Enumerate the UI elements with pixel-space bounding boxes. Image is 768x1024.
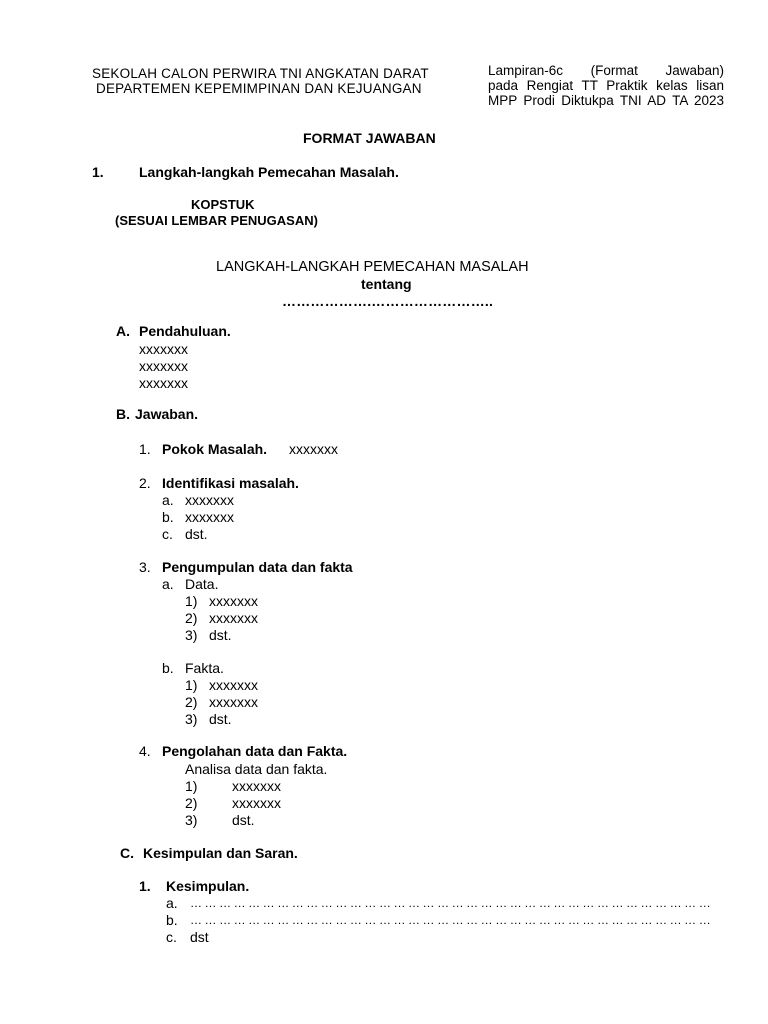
section-a-label: A. bbox=[116, 323, 130, 339]
sub-item-number: c. bbox=[166, 929, 177, 945]
point-title: Identifikasi masalah. bbox=[162, 475, 299, 491]
section-c-label: C. bbox=[120, 845, 134, 861]
section-a-title: Pendahuluan. bbox=[139, 323, 231, 339]
tentang-label: tentang bbox=[361, 276, 412, 292]
appendix-note bbox=[488, 63, 724, 108]
point-number: 2. bbox=[139, 475, 151, 491]
section-b-label: B. bbox=[116, 406, 130, 422]
sub-item-number: a. bbox=[162, 492, 174, 508]
dotted-line: … … … … … … … … … … … … … … … … … … … … … … … … … … … … … … … … … … … … bbox=[190, 913, 711, 927]
sub-item-text: dst bbox=[190, 929, 209, 945]
sub-item-number: b. bbox=[162, 509, 174, 525]
point-title: Pengumpulan data dan fakta bbox=[162, 559, 353, 575]
sub-sub-item-number: 2) bbox=[185, 610, 198, 626]
sub-sub-item-number: 3) bbox=[185, 627, 198, 643]
section-number: 1. bbox=[92, 164, 104, 180]
point-number: 1. bbox=[139, 441, 151, 457]
sub-item-number: c. bbox=[162, 526, 173, 542]
sub-sub-item-number: 1) bbox=[185, 778, 198, 794]
section-c-title: Kesimpulan dan Saran. bbox=[143, 845, 298, 861]
section-b-title: Jawaban. bbox=[135, 406, 199, 422]
point-title: Pengolahan data dan Fakta. bbox=[162, 743, 348, 759]
sub-sub-item-number: 1) bbox=[185, 677, 198, 693]
sub-sub-item-number: 3) bbox=[185, 711, 198, 727]
section-title: Langkah-langkah Pemecahan Masalah. bbox=[139, 164, 399, 180]
kopstuk-label: KOPSTUK bbox=[191, 197, 255, 212]
school-header bbox=[92, 66, 429, 96]
sub-sub-item-text: dst. bbox=[209, 711, 232, 727]
sub-sub-item-text: xxxxxxx bbox=[209, 694, 258, 710]
department-name: DEPARTEMEN KEPEMIMPINAN DAN KEJUANGAN bbox=[96, 81, 422, 96]
sub-sub-item-number: 2) bbox=[185, 795, 198, 811]
document-title: FORMAT JAWABAN bbox=[303, 130, 436, 146]
sub-item-number: a. bbox=[162, 576, 174, 592]
point-title: Kesimpulan. bbox=[166, 878, 250, 894]
sub-item-number: b. bbox=[166, 912, 178, 928]
point-subtitle: Analisa data dan fakta. bbox=[185, 761, 328, 777]
appendix-line-2: pada Rengiat TT Praktik kelas lisan bbox=[488, 78, 724, 93]
sub-sub-item-text: xxxxxxx bbox=[209, 677, 258, 693]
sub-sub-item-text: xxxxxxx bbox=[232, 795, 281, 811]
appendix-line-3: MPP Prodi Diktukpa TNI AD TA 2023 bbox=[488, 93, 724, 108]
school-name: SEKOLAH CALON PERWIRA TNI ANGKATAN DARAT bbox=[92, 66, 429, 81]
sub-item-number: a. bbox=[166, 895, 178, 911]
main-heading: LANGKAH-LANGKAH PEMECAHAN MASALAH bbox=[216, 259, 529, 275]
list-item: xxxxxxx bbox=[139, 341, 188, 357]
point-number: 1. bbox=[139, 878, 151, 894]
sub-sub-item-text: xxxxxxx bbox=[209, 610, 258, 626]
sub-sub-item-number: 3) bbox=[185, 812, 198, 828]
sub-sub-item-text: xxxxxxx bbox=[209, 593, 258, 609]
list-item: xxxxxxx bbox=[139, 358, 188, 374]
dotted-line: … … … … … … … … … … … … … … … … … … … … … … … … … … … … … … … … … … … … bbox=[190, 896, 711, 910]
point-number: 4. bbox=[139, 743, 151, 759]
sub-item-title: Fakta. bbox=[185, 660, 224, 676]
point-number: 3. bbox=[139, 559, 151, 575]
tentang-dots: ……………….…………………….. bbox=[282, 293, 494, 309]
list-item: xxxxxxx bbox=[139, 375, 188, 391]
sub-sub-item-number: 1) bbox=[185, 593, 198, 609]
sub-item-text: xxxxxxx bbox=[185, 509, 234, 525]
sub-item-number: b. bbox=[162, 660, 174, 676]
sub-sub-item-number: 2) bbox=[185, 694, 198, 710]
point-value: xxxxxxx bbox=[289, 441, 338, 457]
sub-item-title: Data. bbox=[185, 576, 219, 592]
point-title: Pokok Masalah. bbox=[162, 441, 268, 457]
sub-sub-item-text: dst. bbox=[232, 812, 255, 828]
sub-sub-item-text: xxxxxxx bbox=[232, 778, 281, 794]
kopstuk-note: (SESUAI LEMBAR PENUGASAN) bbox=[115, 213, 318, 228]
sub-item-text: xxxxxxx bbox=[185, 492, 234, 508]
appendix-line-1: Lampiran-6c (Format Jawaban) bbox=[488, 63, 724, 78]
sub-sub-item-text: dst. bbox=[209, 627, 232, 643]
sub-item-text: dst. bbox=[185, 526, 208, 542]
